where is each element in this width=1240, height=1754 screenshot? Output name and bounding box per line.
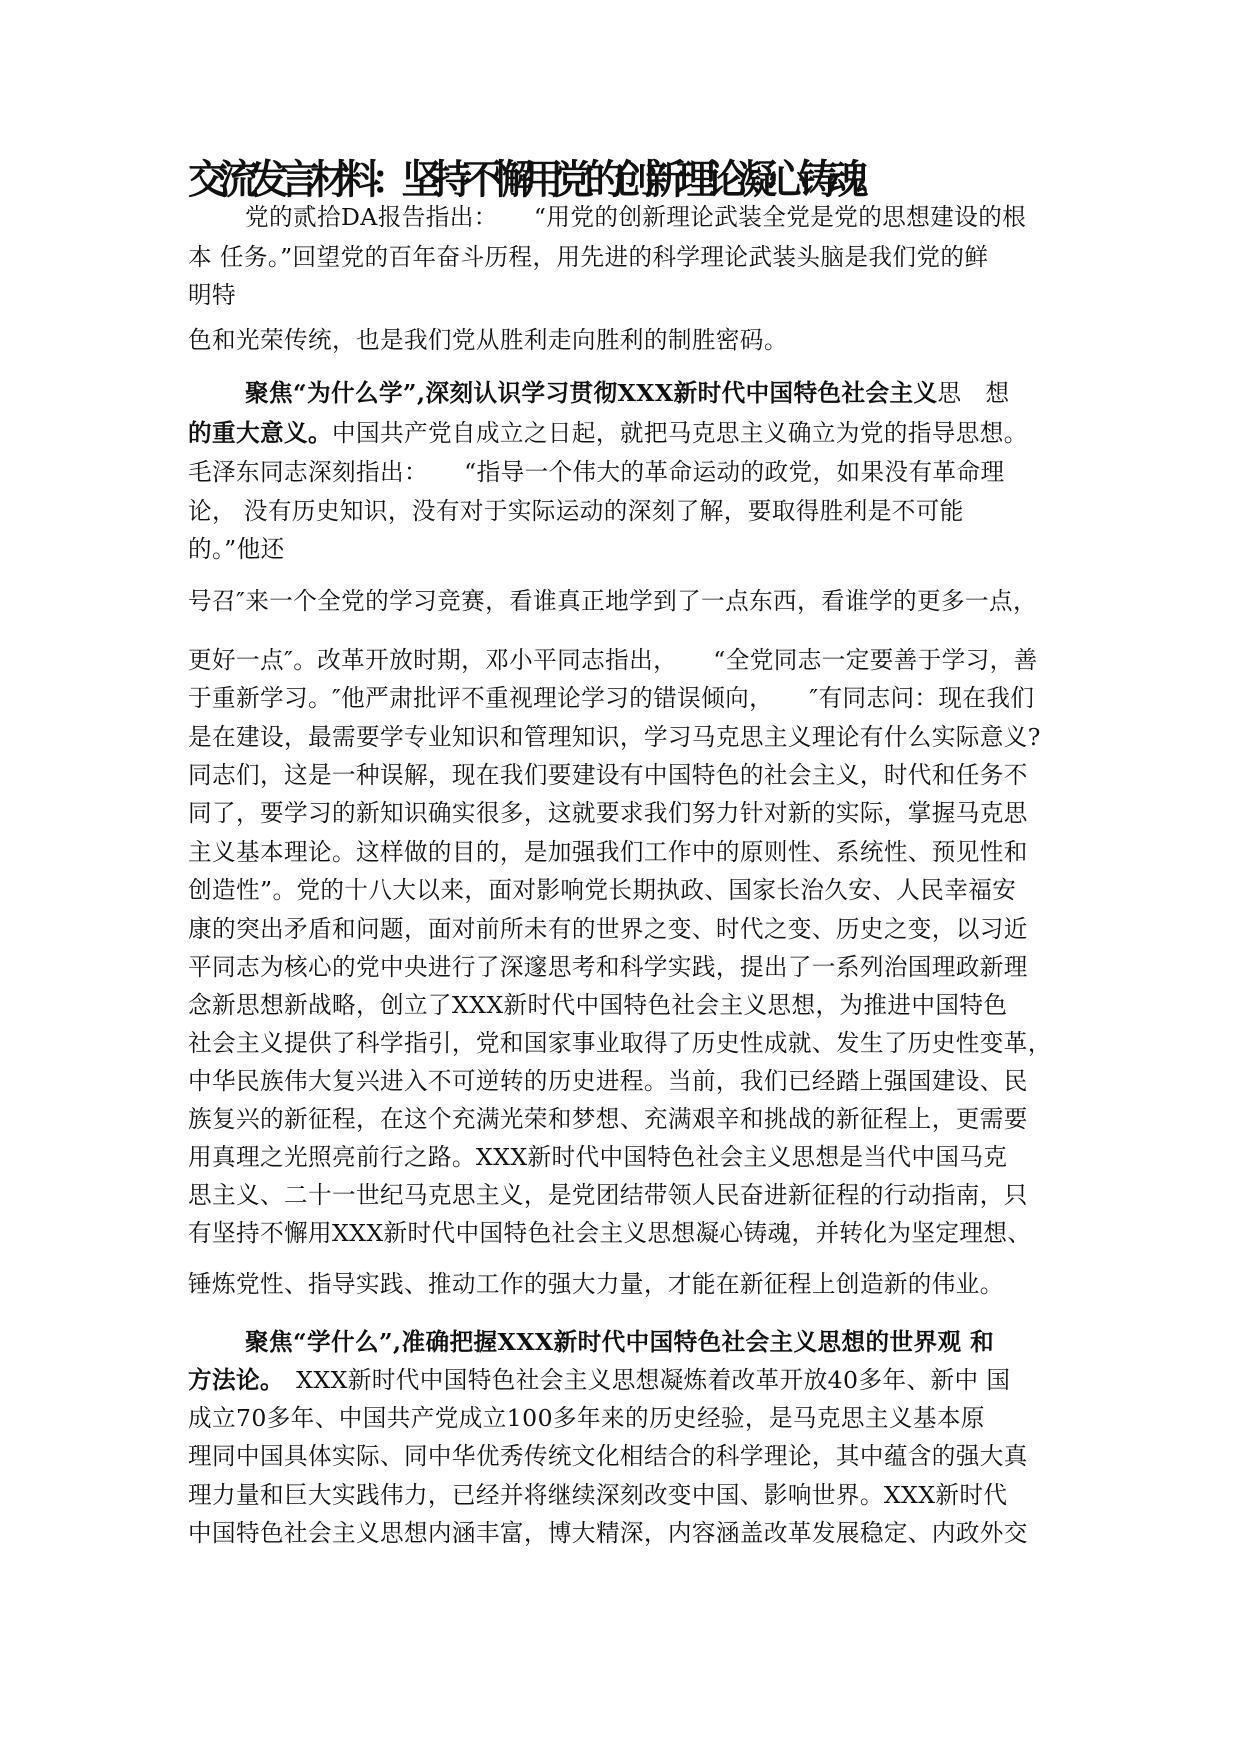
paragraph-line: 理力量和巨大实践伟力，已经并将继续深刻改变中国、影响世界。XXX新时代 [188, 1481, 1008, 1509]
paragraph-line: 有坚持不懈用XXX新时代中国特色社会主义思想凝心铸魂，并转化为坚定理想、 [188, 1219, 1032, 1247]
paragraph-line [188, 1360, 1010, 1400]
paragraph-line: 族复兴的新征程，在这个充满光荣和梦想、充满艰辛和挑战的新征程上，更需要 [188, 1105, 1028, 1133]
paragraph-line: 党的贰拾DA报告指出： “用党的创新理论武装全党是党的思想建设的根 [245, 203, 1027, 231]
paragraph-line: 于重新学习。″他严肃批评不重视理论学习的错误倾向， ″有同志问：现在我们 [188, 684, 1035, 712]
paragraph-line: 念新思想新战略，创立了XXX新时代中国特色社会主义思想，为推进中国特色 [188, 991, 1008, 1019]
section-heading-line [245, 373, 1010, 413]
paragraph-line: 中华民族伟大复兴进入不可逆转的历史进程。当前，我们已经踏上强国建设、民 [188, 1067, 1028, 1095]
paragraph-line: 主义基本理论。这样做的目的，是加强我们工作中的原则性、系统性、预见性和 [188, 838, 1028, 866]
section-heading: 聚焦“为什么学”,深刻认识学习贯彻XXX新时代中国特色社会主义 [245, 379, 938, 407]
section-heading: 方法论。 [188, 1366, 273, 1394]
paragraph-line: 是在建设，最需要学专业知识和管理知识，学习马克思主义理论有什么实际意义? [188, 723, 1041, 751]
paragraph-line: 成立70多年、中国共产党成立100多年来的历史经验，是马克思主义基本原 [188, 1404, 985, 1432]
section-heading: 聚焦“学什么”,准确把握XXX新时代中国特色社会主义思想的世界观 和 [245, 1328, 995, 1356]
section-heading-tail: 思 想 [937, 379, 1010, 407]
paragraph-line: 同志们，这是一种误解，现在我们要建设有中国特色的社会主义，时代和任务不 [188, 761, 1028, 789]
paragraph-line: 号召″来一个全党的学习竞赛，看谁真正地学到了一点东西，看谁学的更多一点， [188, 587, 1037, 615]
section-heading: 的重大意义。 [188, 419, 332, 447]
paragraph-line: 理同中国具体实际、同中华优秀传统文化相结合的科学理论，其中蕴含的强大真 [188, 1442, 1028, 1470]
paragraph-line: 锤炼党性、指导实践、推动工作的强大力量，才能在新征程上创造新的伟业。 [188, 1270, 1004, 1298]
paragraph-line: 同了，要学习的新知识确实很多，这就要求我们努力针对新的实际，掌握马克思 [188, 799, 1028, 827]
paragraph-line: 中国特色社会主义思想内涵丰富，博大精深，内容涵盖改革发展稳定、内政外交 [188, 1519, 1028, 1547]
paragraph-line: 社会主义提供了科学指引，党和国家事业取得了历史性成就、发生了历史性变革， [188, 1029, 1052, 1057]
paragraph-line: 平同志为核心的党中央进行了深邃思考和科学实践，提出了一系列治国理政新理 [188, 953, 1028, 981]
paragraph-line: 思主义、二十一世纪马克思主义，是党团结带领人民奋进新征程的行动指南，只 [188, 1181, 1028, 1209]
paragraph-text: 中国共产党自成立之日起，就把马克思主义确立为党的指导思想。 [331, 419, 1028, 447]
paragraph-line: 康的突出矛盾和问题，面对前所未有的世界之变、时代之变、历史之变，以习近 [188, 915, 1028, 943]
paragraph-line: 色和光荣传统，也是我们党从胜利走向胜利的制胜密码。 [188, 326, 788, 354]
paragraph-line: 的。”他还 [188, 535, 285, 563]
paragraph-line: 用真理之光照亮前行之路。XXX新时代中国特色社会主义思想是当代中国马克 [188, 1143, 1008, 1171]
paragraph-line: 创造性”。党的十八大以来，面对影响党长期执政、国家长治久安、人民幸福安 [188, 876, 1017, 904]
paragraph-line: 本 任务。”回望党的百年奋斗历程，用先进的科学理论武装头脑是我们党的鲜 [188, 243, 989, 271]
paragraph-line: 毛泽东同志深刻指出： “指导一个伟大的革命运动的政党，如果没有革命理 [188, 458, 1005, 486]
paragraph-line: 明特 [188, 281, 236, 309]
paragraph-line: 更好一点″。改革开放时期，邓小平同志指出， “全党同志一定要善于学习，善 [188, 646, 1038, 674]
document-title: 交流发言材料：坚持不懈用党的创新理论凝心铸魂 [188, 156, 859, 203]
paragraph-text: XXX新时代中国特色社会主义思想凝炼着改革开放40多年、新中 国 [272, 1366, 1011, 1394]
section-heading-line [245, 1322, 994, 1362]
paragraph-line: 论， 没有历史知识，没有对于实际运动的深刻了解，要取得胜利是不可能 [188, 497, 964, 525]
paragraph-line [188, 413, 1028, 453]
